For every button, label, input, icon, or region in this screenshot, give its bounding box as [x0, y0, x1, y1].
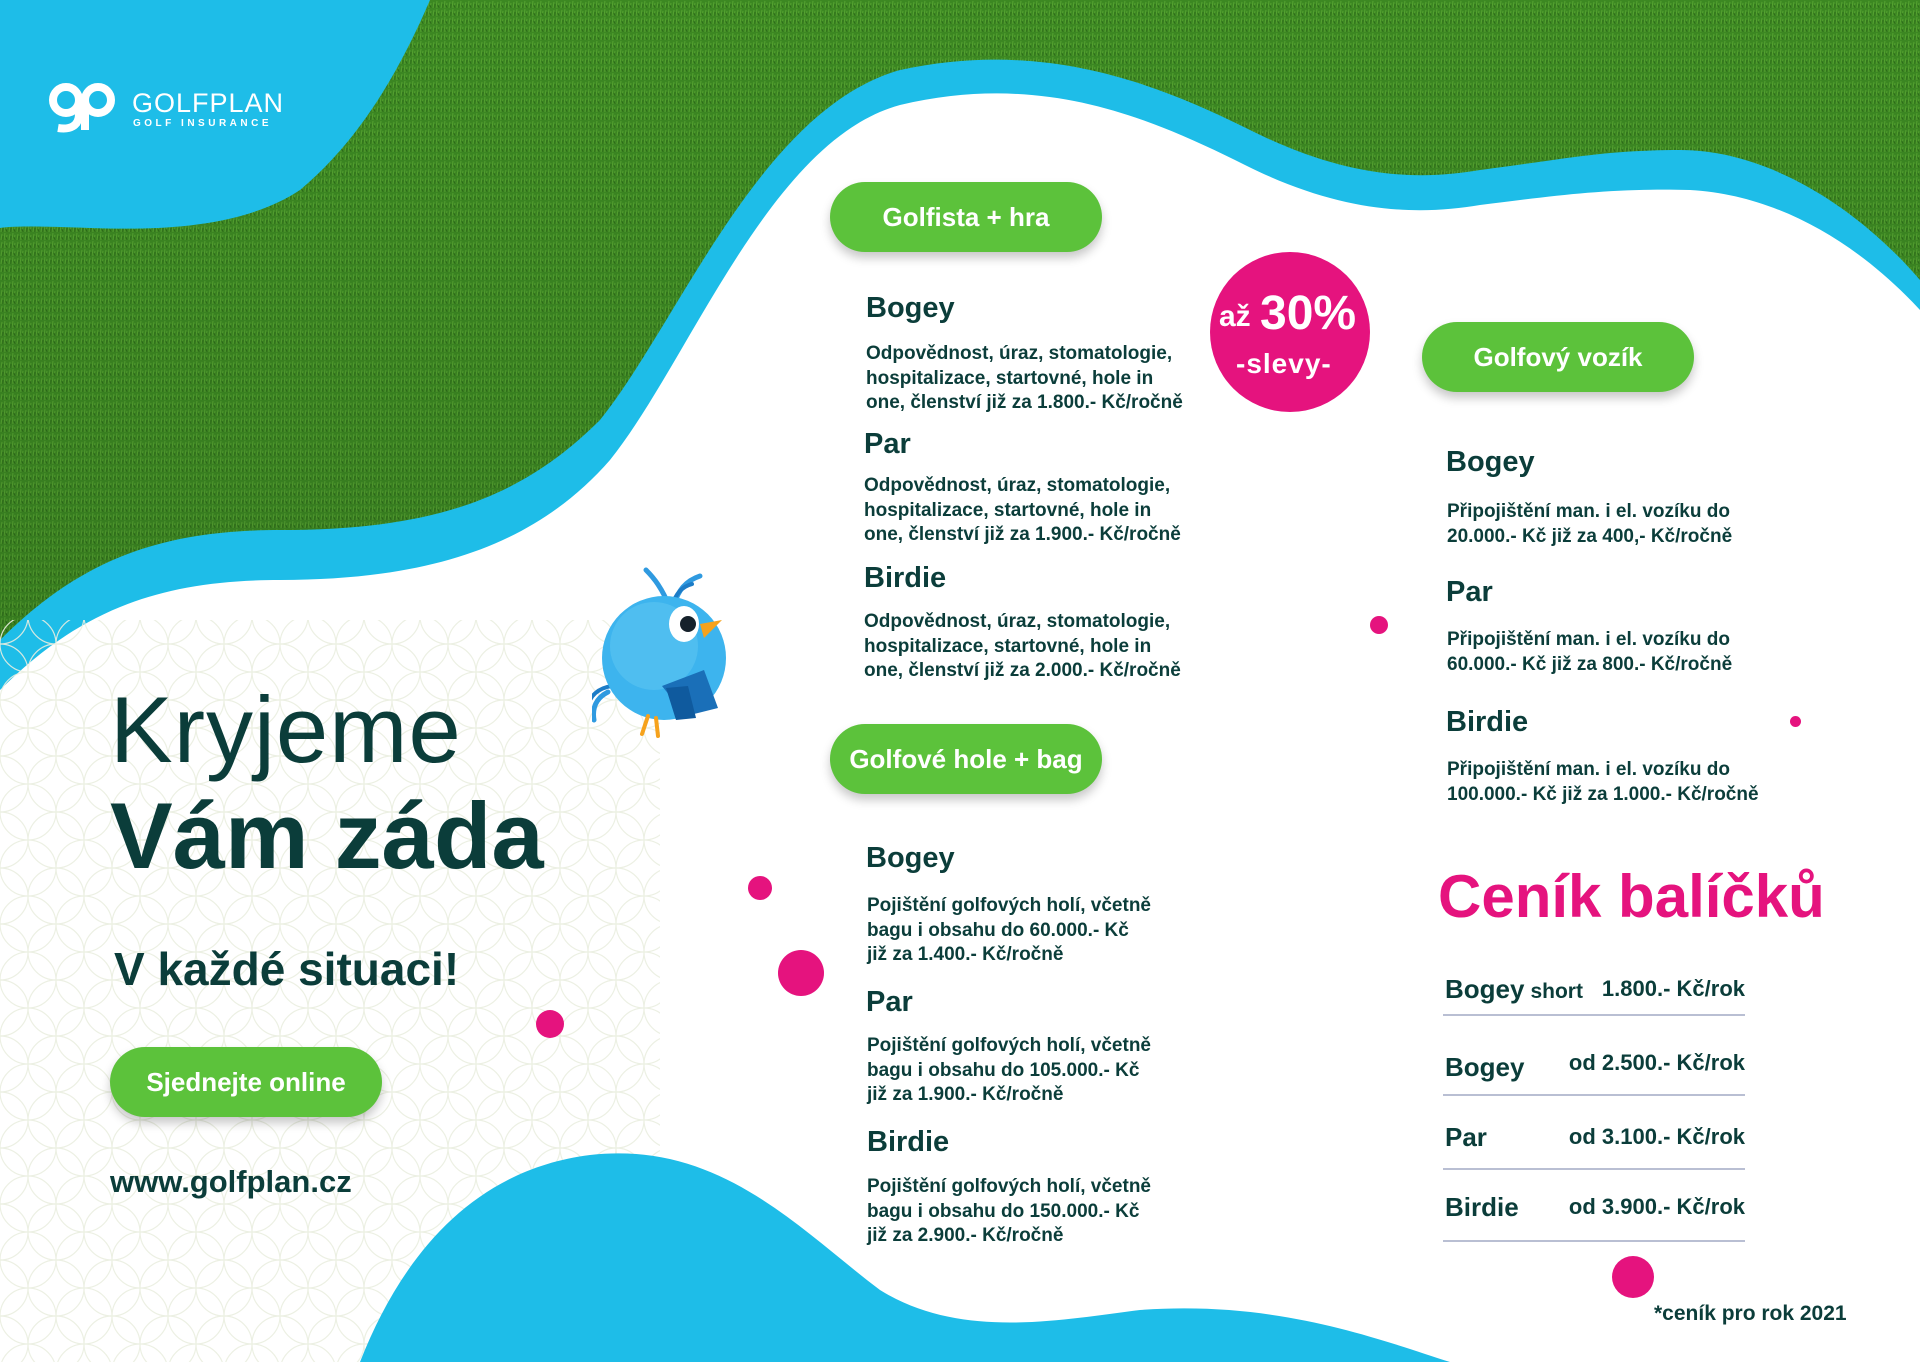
section-golfer-title: Golfista + hra	[830, 182, 1102, 252]
golfer-birdie-name: Birdie	[864, 562, 947, 594]
decor-dot	[536, 1010, 564, 1038]
clubs-birdie-name: Birdie	[867, 1126, 950, 1158]
decor-dot	[778, 950, 824, 996]
clubs-par-name: Par	[866, 986, 913, 1018]
hero-line-1: Kryjeme	[110, 677, 462, 782]
price-row	[1443, 1192, 1745, 1242]
price-row-suffix: short	[1530, 980, 1583, 1003]
sjednejte-online-button[interactable]: Sjednejte online	[110, 1047, 382, 1117]
price-row-name: Birdie	[1445, 1192, 1519, 1222]
price-row-value: od 2.500.- Kč/rok	[1568, 1050, 1745, 1075]
price-row-value: 1.800.- Kč/rok	[1601, 976, 1745, 1001]
cart-par-desc: Připojištění man. i el. vozíku do 60.000.- Kč již za 800.- Kč/ročně	[1447, 629, 1733, 675]
price-row-name: Bogey	[1445, 1052, 1525, 1082]
golfer-par-desc: Odpovědnost, úraz, stomatologie, hospitalizace, startovné, hole in one, členství již za 1.900.- Kč/ročně	[864, 475, 1181, 545]
price-list-title: Ceník balíčků	[1438, 863, 1825, 930]
decor-dot	[1790, 716, 1801, 727]
cart-bogey-name: Bogey	[1446, 446, 1535, 478]
logo-tagline: GOLF INSURANCE	[133, 118, 272, 129]
cart-par-name: Par	[1446, 576, 1493, 608]
decor-dot	[1370, 616, 1388, 634]
clubs-bogey-name: Bogey	[866, 842, 955, 874]
cart-birdie-name: Birdie	[1446, 706, 1529, 738]
cart-bogey-desc: Připojištění man. i el. vozíku do 20.000.- Kč již za 400,- Kč/ročně	[1447, 501, 1733, 547]
discount-badge	[1210, 252, 1370, 412]
clubs-bogey-desc: Pojištění golfových holí, včetně bagu i obsahu do 60.000.- Kč již za 1.400.- Kč/ročně	[867, 895, 1151, 965]
price-footnote: *ceník pro rok 2021	[1654, 1302, 1847, 1325]
price-row-name: Bogey	[1445, 974, 1525, 1004]
price-row	[1443, 974, 1745, 1016]
discount-label: -slevy-	[1236, 348, 1332, 379]
logo[interactable]	[48, 80, 308, 136]
discount-value: 30%	[1260, 287, 1357, 340]
golfer-bogey-name: Bogey	[866, 292, 955, 324]
price-row-value: od 3.100.- Kč/rok	[1568, 1124, 1745, 1149]
decor-dot	[748, 876, 772, 900]
logo-mark-icon	[48, 80, 118, 136]
cart-birdie-desc: Připojištění man. i el. vozíku do 100.000.- Kč již za 1.000.- Kč/ročně	[1447, 759, 1759, 805]
logo-wordmark: GOLFPLAN	[132, 88, 285, 118]
discount-prefix: až	[1219, 300, 1251, 333]
section-clubs-title: Golfové hole + bag	[830, 724, 1102, 794]
hero-subtitle: V každé situaci!	[114, 943, 460, 995]
bird-mascot-icon	[592, 558, 752, 748]
price-row	[1443, 1120, 1745, 1170]
website-link[interactable]: www.golfplan.cz	[110, 1164, 352, 1199]
section-cart-title: Golfový vozík	[1422, 322, 1694, 392]
price-row	[1443, 1046, 1745, 1096]
price-row-value: od 3.900.- Kč/rok	[1568, 1194, 1745, 1219]
decor-dot	[1612, 1256, 1654, 1298]
hero-line-2: Vám záda	[110, 783, 544, 888]
clubs-par-desc: Pojištění golfových holí, včetně bagu i obsahu do 105.000.- Kč již za 1.900.- Kč/ročně	[867, 1035, 1151, 1105]
golfer-par-name: Par	[864, 428, 911, 460]
golfer-bogey-desc: Odpovědnost, úraz, stomatologie, hospitalizace, startovné, hole in one, členství již za 1.800.- Kč/ročně	[866, 343, 1183, 413]
clubs-birdie-desc: Pojištění golfových holí, včetně bagu i obsahu do 150.000.- Kč již za 2.900.- Kč/ročně	[867, 1176, 1151, 1246]
golfer-birdie-desc: Odpovědnost, úraz, stomatologie, hospitalizace, startovné, hole in one, členství již za 2.000.- Kč/ročně	[864, 611, 1181, 681]
price-row-name: Par	[1445, 1122, 1487, 1152]
